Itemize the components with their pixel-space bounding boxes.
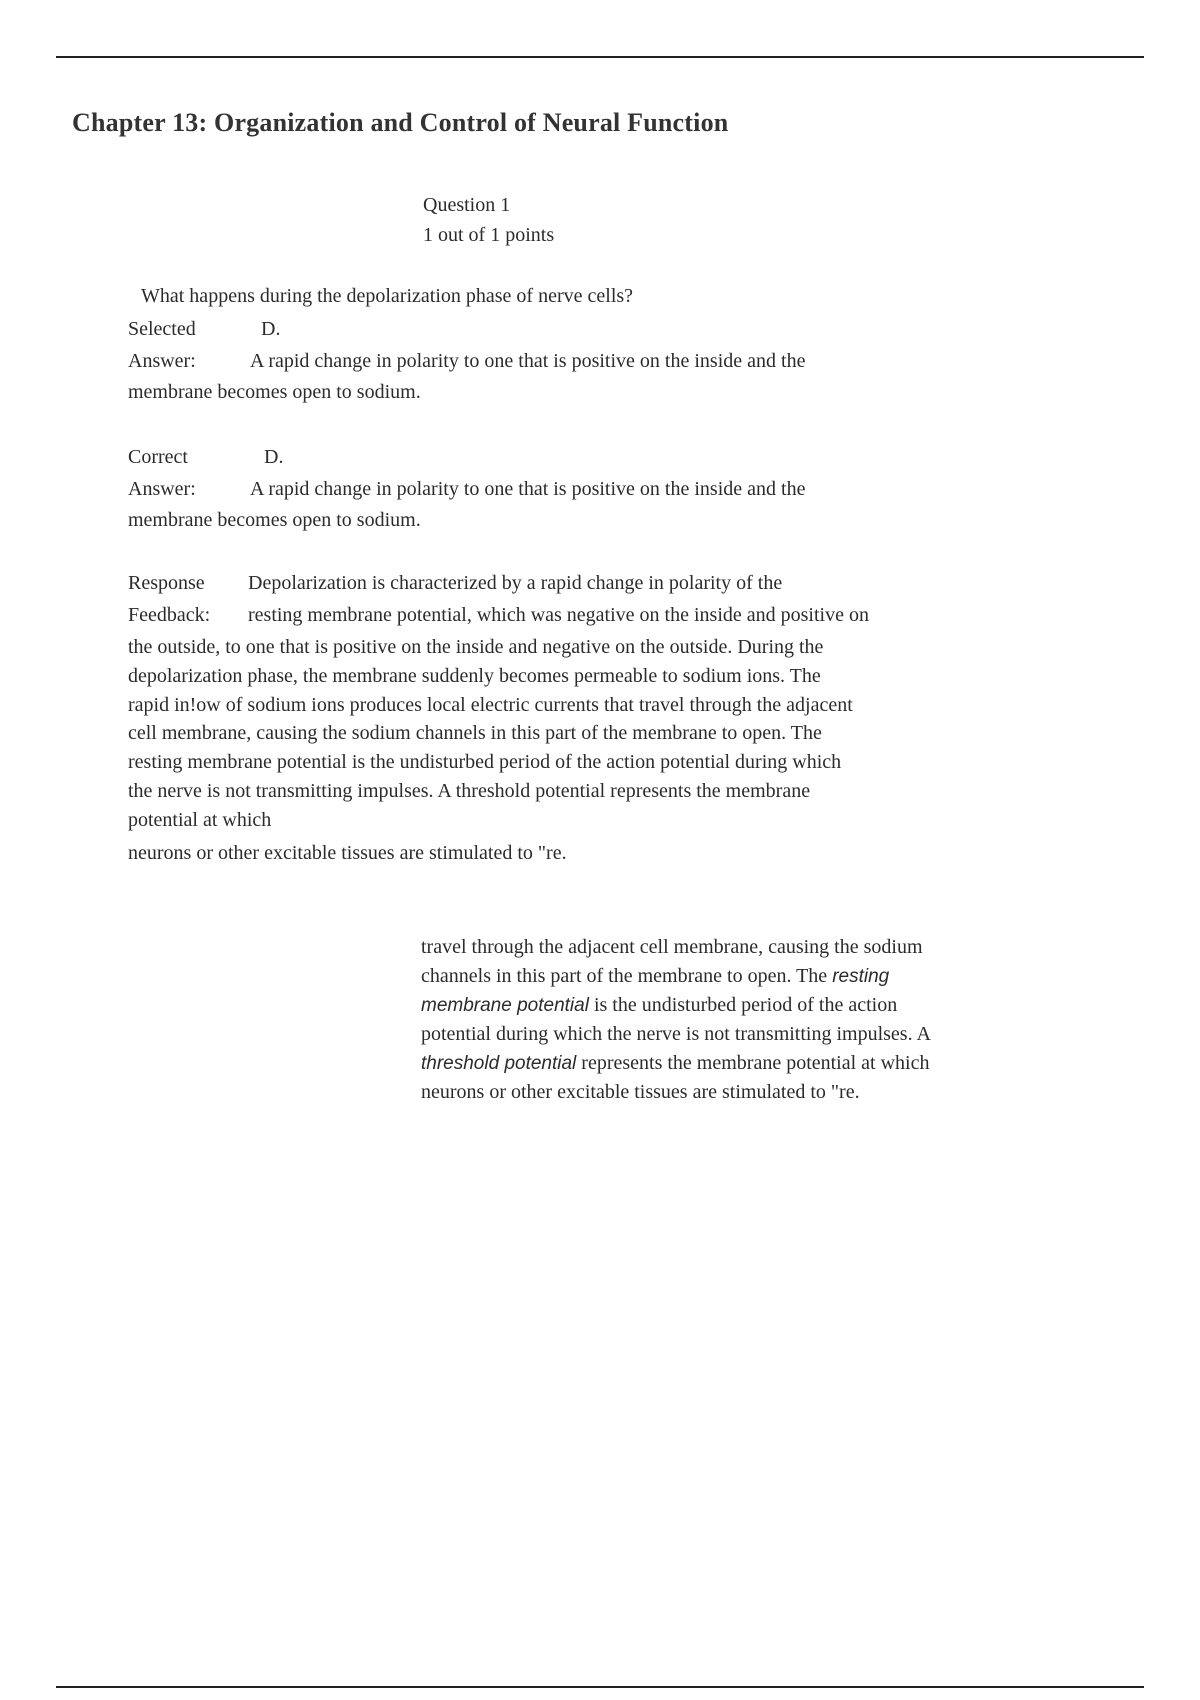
- correct-answer-text-line1: A rapid change in polarity to one that is positive on the inside and the: [250, 478, 806, 500]
- feedback-line: depolarization phase, the membrane suddenly becomes permeable to sodium ions. The: [128, 664, 821, 687]
- feedback-line: the outside, to one that is positive on the inside and negative on the outside. During the: [128, 636, 824, 658]
- page-title: Chapter 13: Organization and Control of Neural Function: [72, 108, 729, 137]
- response-label: Response: [128, 572, 205, 594]
- question-header: [423, 190, 554, 250]
- feedback-line: rapid in!ow of sodium ions produces local electric currents that travel through the adjacent: [128, 693, 853, 716]
- question-number: Question 1: [423, 194, 511, 216]
- selected-answer-block: [128, 313, 1048, 407]
- tail-line: travel through the adjacent cell membrane, causing the sodium: [421, 936, 923, 958]
- tail-line: potential during which the nerve is not transmitting impulses. A: [421, 1023, 931, 1045]
- tail-text: is the undisturbed period of the action: [588, 994, 898, 1016]
- tail-line: neurons or other excitable tissues are stimulated to "re.: [421, 1081, 860, 1103]
- correct-label: Correct: [128, 446, 188, 468]
- correct-answer-block: [128, 441, 1048, 535]
- feedback-line1: Depolarization is characterized by a rapid change in polarity of the: [248, 572, 783, 594]
- tail-line: [421, 962, 1061, 991]
- feedback-label: Feedback:: [128, 604, 211, 626]
- feedback-line: resting membrane potential is the undisturbed period of the action potential during which: [128, 751, 842, 774]
- feedback-line: cell membrane, causing the sodium channels in this part of the membrane to open. The: [128, 722, 822, 745]
- question-points: 1 out of 1 points: [423, 224, 555, 246]
- selected-answer-text-line1: A rapid change in polarity to one that is positive on the inside and the: [250, 350, 806, 372]
- response-feedback-block: [128, 567, 1048, 867]
- bottom-rule: [56, 1686, 1144, 1688]
- feedback-line2: resting membrane potential, which was negative on the inside and positive on: [248, 604, 869, 626]
- correct-letter: D.: [264, 446, 284, 468]
- tail-line: [421, 991, 1061, 1020]
- feedback-line: potential at which: [128, 808, 272, 831]
- feedback-line: neurons or other excitable tissues are stimulated to "re.: [128, 841, 567, 864]
- selected-letter: D.: [261, 318, 281, 340]
- tail-emphasis: membrane potential: [421, 995, 589, 1016]
- selected-answer-text-line2: membrane becomes open to sodium.: [128, 381, 421, 403]
- question-text: What happens during the depolarization phase of nerve cells?: [141, 285, 634, 307]
- feedback-body: [128, 633, 1048, 867]
- correct-answer-text-line2: membrane becomes open to sodium.: [128, 509, 421, 531]
- tail-emphasis: resting: [832, 966, 890, 987]
- tail-emphasis: threshold potential: [421, 1053, 577, 1074]
- correct-answer-label: Answer:: [128, 478, 196, 500]
- tail-line: [421, 1049, 1061, 1078]
- feedback-line: the nerve is not transmitting impulses. A threshold potential represents the membrane: [128, 779, 811, 802]
- top-rule: [56, 56, 1144, 58]
- feedback-continuation: [421, 933, 1061, 1107]
- tail-text: channels in this part of the membrane to open. The: [421, 965, 833, 987]
- selected-answer-label: Answer:: [128, 350, 196, 372]
- selected-label: Selected: [128, 318, 196, 340]
- tail-text: represents the membrane potential at which: [576, 1052, 930, 1074]
